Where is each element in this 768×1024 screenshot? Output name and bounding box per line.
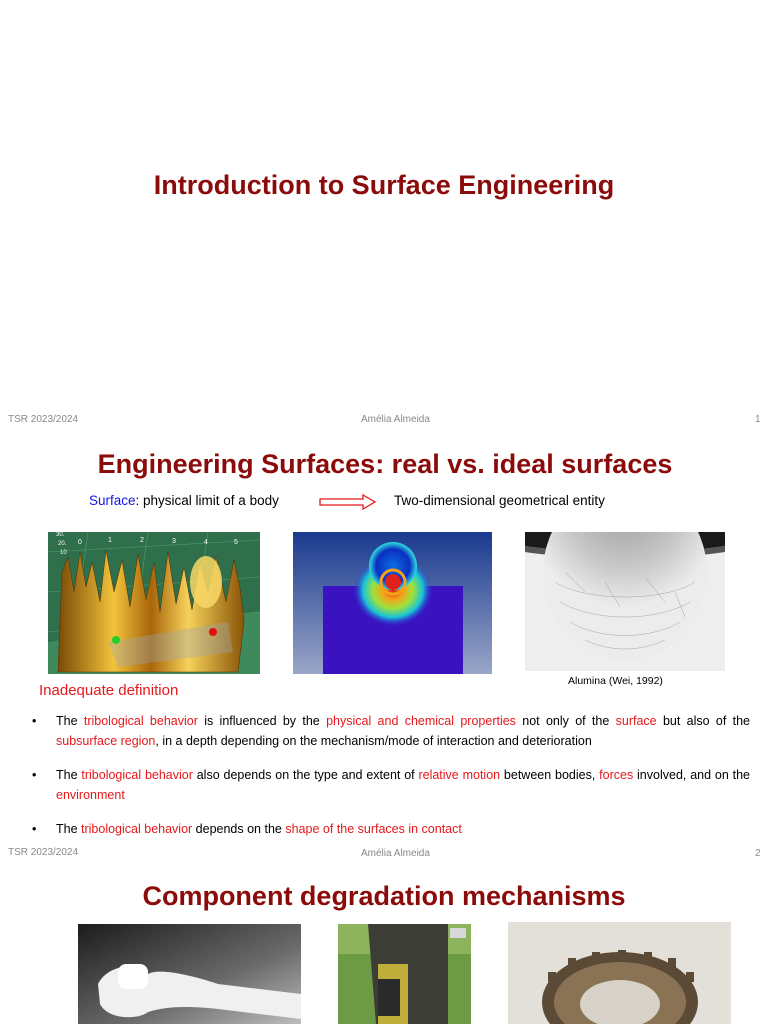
body-text: also depends on the type and extent of	[192, 768, 419, 782]
topo-z-label: 20.	[58, 541, 67, 547]
highlight-text: environment	[56, 788, 125, 802]
footer1-center: Amélia Almeida	[361, 414, 430, 425]
alumina-micrograph-image	[525, 532, 725, 671]
gear-image	[508, 922, 731, 1024]
topo-z-label: 30.	[56, 532, 65, 538]
bullet-item	[32, 819, 750, 841]
alumina-caption: Alumina (Wei, 1992)	[568, 675, 663, 687]
topo-axis-label: 5	[234, 539, 238, 546]
body-text: , in a depth depending on the mechanism/mode of interaction and deterioration	[155, 734, 592, 748]
highlight-text: forces	[599, 768, 634, 782]
footer2-page-number: 2	[755, 848, 761, 859]
surface-definition	[89, 493, 279, 508]
xray-implant-image	[78, 924, 301, 1024]
body-text: is influenced by the	[197, 714, 327, 728]
right-arrow-icon	[319, 494, 377, 510]
topo-axis-label: 4	[204, 539, 208, 546]
footer1-left: TSR 2023/2024	[8, 414, 79, 425]
highlight-text: tribological behavior	[81, 768, 193, 782]
topo-axis-label: 0	[78, 539, 82, 546]
body-text: not only of the	[515, 714, 616, 728]
bullet-icon: •	[32, 714, 37, 728]
highlight-text: tribological behavior	[81, 822, 193, 836]
body-text: but also of the	[656, 714, 750, 728]
bullet-text	[56, 711, 750, 751]
topo-axis-label: 2	[140, 537, 144, 544]
surface-term: Surface	[89, 493, 136, 508]
surface-definition-text: : physical limit of a body	[135, 493, 279, 508]
slide3-title: Component degradation mechanisms	[142, 881, 626, 911]
highlight-text: shape of the surfaces in contact	[285, 822, 462, 836]
highlight-text: physical and chemical properties	[326, 714, 516, 728]
bullet-icon: •	[32, 768, 37, 782]
footer2-left: TSR 2023/2024	[8, 847, 79, 858]
body-text: The	[56, 768, 82, 782]
body-text: depends on the	[192, 822, 286, 836]
inadequate-definition-label: Inadequate definition	[39, 682, 179, 699]
topo-z-label: 10	[60, 550, 67, 556]
highlight-text: relative motion	[418, 768, 501, 782]
bullet-icon: •	[32, 822, 37, 836]
damaged-component-image	[338, 924, 471, 1024]
body-text: between bodies,	[500, 768, 600, 782]
highlight-text: tribological behavior	[83, 714, 198, 728]
body-text: The	[56, 714, 84, 728]
bullet-item	[32, 711, 750, 753]
topo-axis-label: 3	[172, 538, 176, 545]
footer1-page-number: 1	[755, 414, 761, 425]
footer2-center: Amélia Almeida	[361, 848, 430, 859]
ideal-surface-definition: Two-dimensional geometrical entity	[394, 493, 605, 508]
bullet-item	[32, 765, 750, 807]
contact-simulation-image	[293, 532, 492, 674]
bullet-text	[56, 819, 750, 839]
body-text: The	[56, 822, 82, 836]
highlight-text: subsurface region	[56, 734, 156, 748]
highlight-text: surface	[615, 714, 657, 728]
bullet-text	[56, 765, 750, 805]
surface-topography-image	[48, 532, 260, 674]
body-text: involved, and on the	[633, 768, 750, 782]
slide1-title: Introduction to Surface Engineering	[153, 170, 615, 200]
slide2-title: Engineering Surfaces: real vs. ideal surfaces	[97, 449, 673, 479]
topo-axis-label: 1	[108, 537, 112, 544]
